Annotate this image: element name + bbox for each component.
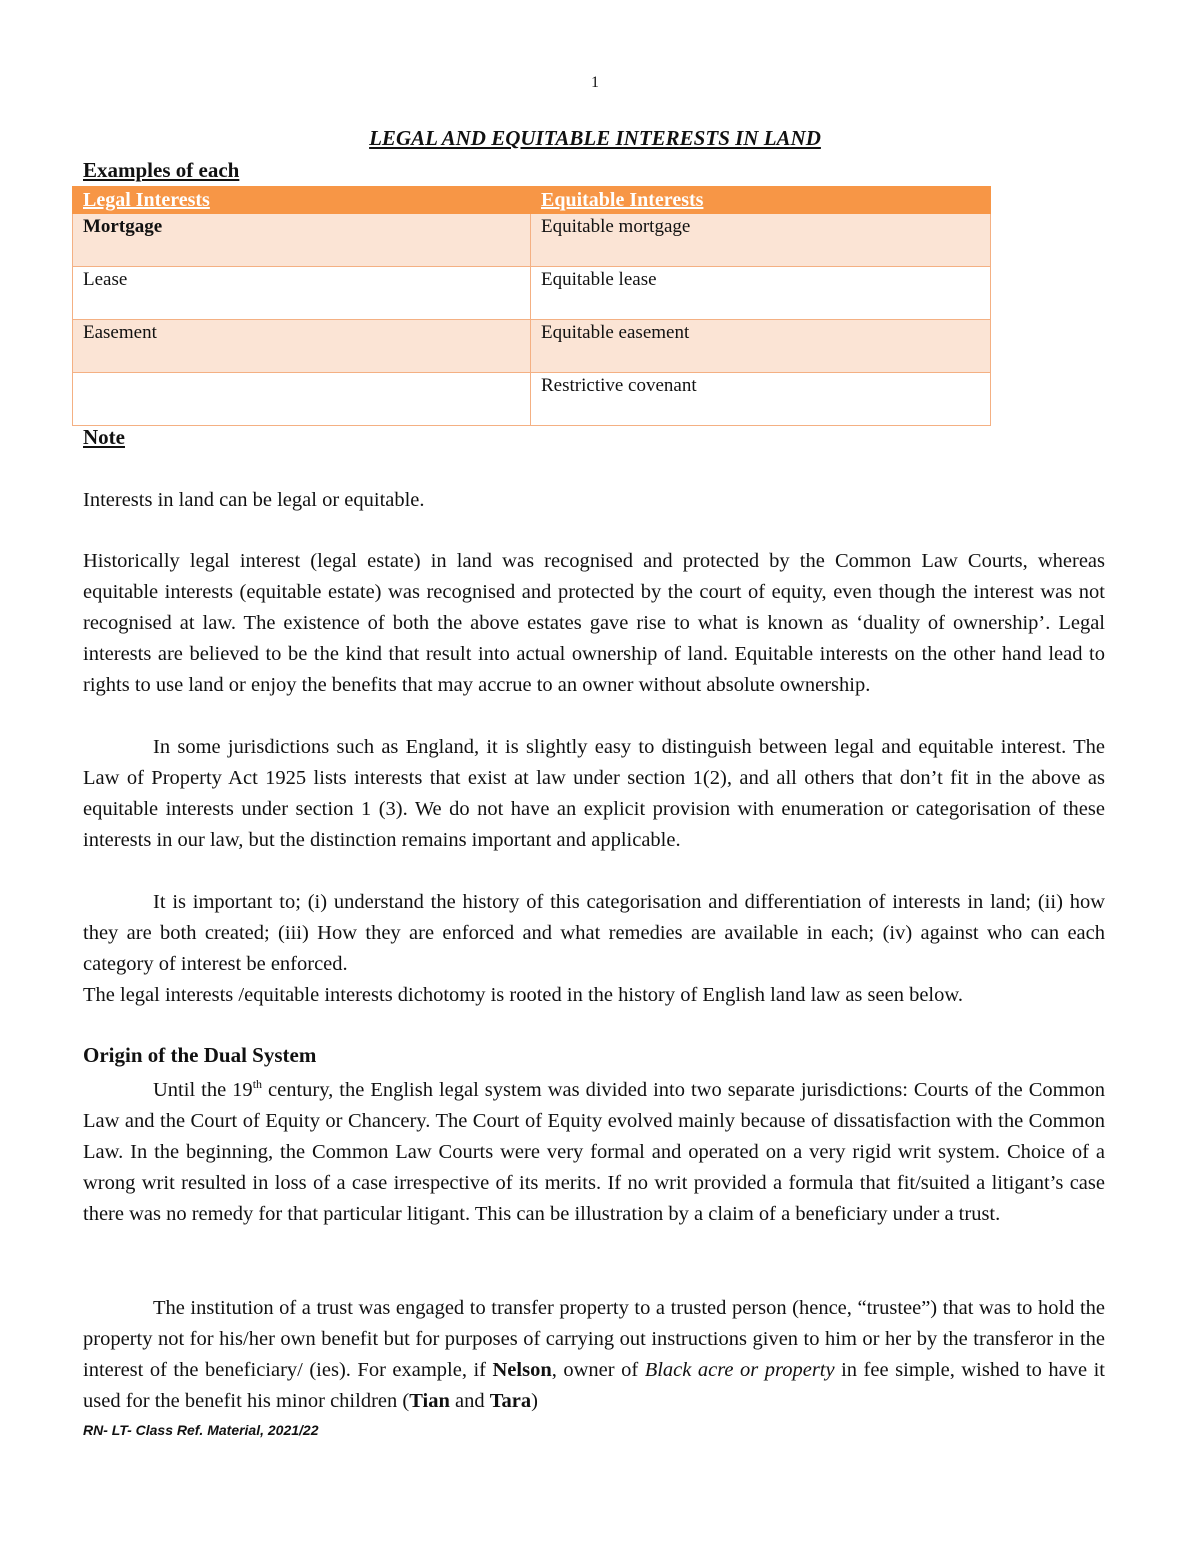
trust-italic-property: Black acre or property	[644, 1359, 835, 1381]
table-row	[73, 267, 991, 320]
legal-interest-cell	[73, 373, 531, 426]
origin-superscript: th	[252, 1077, 263, 1092]
equitable-interest-cell: Equitable lease	[531, 267, 991, 320]
trust-name-tian: Tian	[409, 1390, 450, 1412]
legal-interest-cell: Lease	[73, 267, 531, 320]
trust-text: and	[449, 1390, 490, 1412]
equitable-interest-cell: Restrictive covenant	[531, 373, 991, 426]
legal-interest-cell: Mortgage	[73, 214, 531, 267]
section-heading-origin: Origin of the Dual System	[83, 1043, 317, 1067]
trust-text: )	[531, 1390, 538, 1412]
document-title: LEGAL AND EQUITABLE INTERESTS IN LAND	[369, 126, 821, 150]
equitable-interest-cell: Equitable easement	[531, 320, 991, 373]
table-row	[73, 373, 991, 426]
paragraph-dichotomy: The legal interests /equitable interests dichotomy is rooted in the history of English land law as seen below.	[83, 984, 963, 1006]
equitable-interests-header: Equitable Interests	[531, 187, 991, 214]
interests-table	[72, 186, 991, 426]
paragraph-interests-intro: Interests in land can be legal or equitable.	[83, 489, 425, 511]
paragraph-importance: It is important to; (i) understand the history of this categorisation and differentiation of interests in land; (ii) how they are both created; (iii) How they are enforced and what remedies are available in each; (iv) against who can each category of interest be enforced.	[83, 891, 1105, 975]
trust-name-nelson: Nelson	[492, 1359, 552, 1381]
origin-lead: Until the 19	[153, 1079, 253, 1101]
paragraph-jurisdictions: In some jurisdictions such as England, it is slightly easy to distinguish between legal and equitable interest. The Law of Property Act 1925 lists interests that exist at law under section 1(2), and all others that don’t fit in the above as equitable interests under section 1 (3). We do not have an explicit provision with enumeration or categorisation of these interests in our law, but the distinction remains important and applicable.	[83, 736, 1105, 851]
trust-text: in fee simple, wished to have it used for the benefit his minor children (	[83, 1359, 1106, 1412]
legal-interests-header: Legal Interests	[73, 187, 531, 214]
table-row	[73, 214, 991, 267]
trust-name-tara: Tara	[489, 1390, 532, 1412]
equitable-interest-cell: Equitable mortgage	[531, 214, 991, 267]
page-footer: RN- LT- Class Ref. Material, 2021/22	[83, 1422, 319, 1438]
trust-text: The institution of a trust was engaged to transfer property to a trusted person (hence, “trustee”) that was to hold the property not for his/her own benefit but for purposes of carrying out instructions given to him or her by the transferor in the interest of the beneficiary/ (ies). For example, if	[83, 1297, 1105, 1381]
examples-heading: Examples of each	[83, 158, 240, 182]
table-header-row	[73, 187, 991, 214]
paragraph-historical: Historically legal interest (legal estate) in land was recognised and protected by the Common Law Courts, whereas equitable interests (equitable estate) was recognised and protected by the court of equity, even though the interest was not recognised at law. The existence of both the above estates gave rise to what is known as ‘duality of ownership’. Legal interests are believed to be the kind that result into actual ownership of land. Equitable interests on the other hand lead to rights to use land or enjoy the benefits that may accrue to an owner without absolute ownership.	[83, 550, 1105, 696]
page-number: 1	[591, 74, 599, 91]
origin-rest: century, the English legal system was divided into two separate jurisdictions: Courts of the Common Law and the Court of Equity or Chancery. The Court of Equity evolved mainly because of dissatisfaction with the Common Law. In the beginning, the Common Law Courts were very formal and operated on a very rigid writ system. Choice of a wrong writ resulted in loss of a case irrespective of its merits. If no writ provided a formula that fit/suited a litigant’s case there was no remedy for that particular litigant. This can be illustration by a claim of a beneficiary under a trust.	[83, 1079, 1106, 1225]
note-heading: Note	[83, 425, 125, 449]
trust-text: , owner of	[551, 1359, 645, 1381]
paragraph-origin	[83, 1075, 1105, 1230]
paragraph-trust	[83, 1293, 1105, 1417]
table-row	[73, 320, 991, 373]
legal-interest-cell: Easement	[73, 320, 531, 373]
